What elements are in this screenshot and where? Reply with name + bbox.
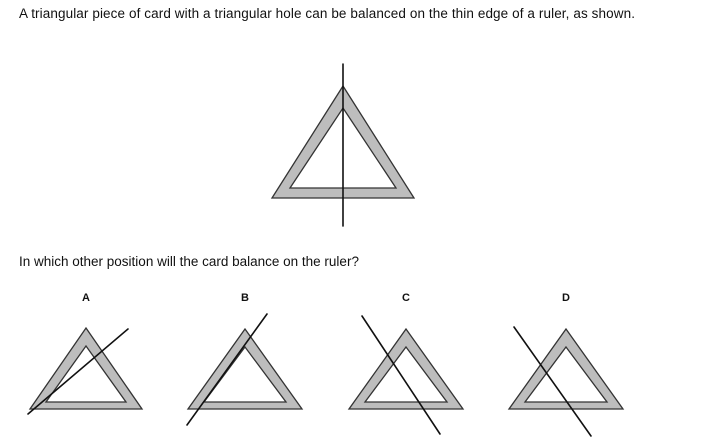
option-d-ruler [514, 327, 591, 436]
option-d-triangle [509, 329, 623, 409]
option-b-triangle [188, 329, 302, 409]
option-c-label[interactable]: C [402, 292, 410, 304]
question-prompt: In which other position will the card balance on the ruler? [19, 254, 359, 269]
option-b-figure[interactable] [187, 314, 302, 425]
option-b-label[interactable]: B [241, 292, 249, 304]
option-d-figure[interactable] [509, 327, 623, 436]
main-figure [272, 64, 414, 226]
option-c-figure[interactable] [349, 316, 463, 434]
option-a-figure[interactable] [28, 328, 142, 414]
option-a-label[interactable]: A [82, 292, 90, 304]
option-d-label[interactable]: D [562, 292, 570, 304]
question-intro: A triangular piece of card with a triangular hole can be balanced on the thin edge of a ruler, as shown. [19, 6, 636, 21]
option-c-triangle [349, 329, 463, 409]
option-a-triangle [30, 328, 142, 409]
